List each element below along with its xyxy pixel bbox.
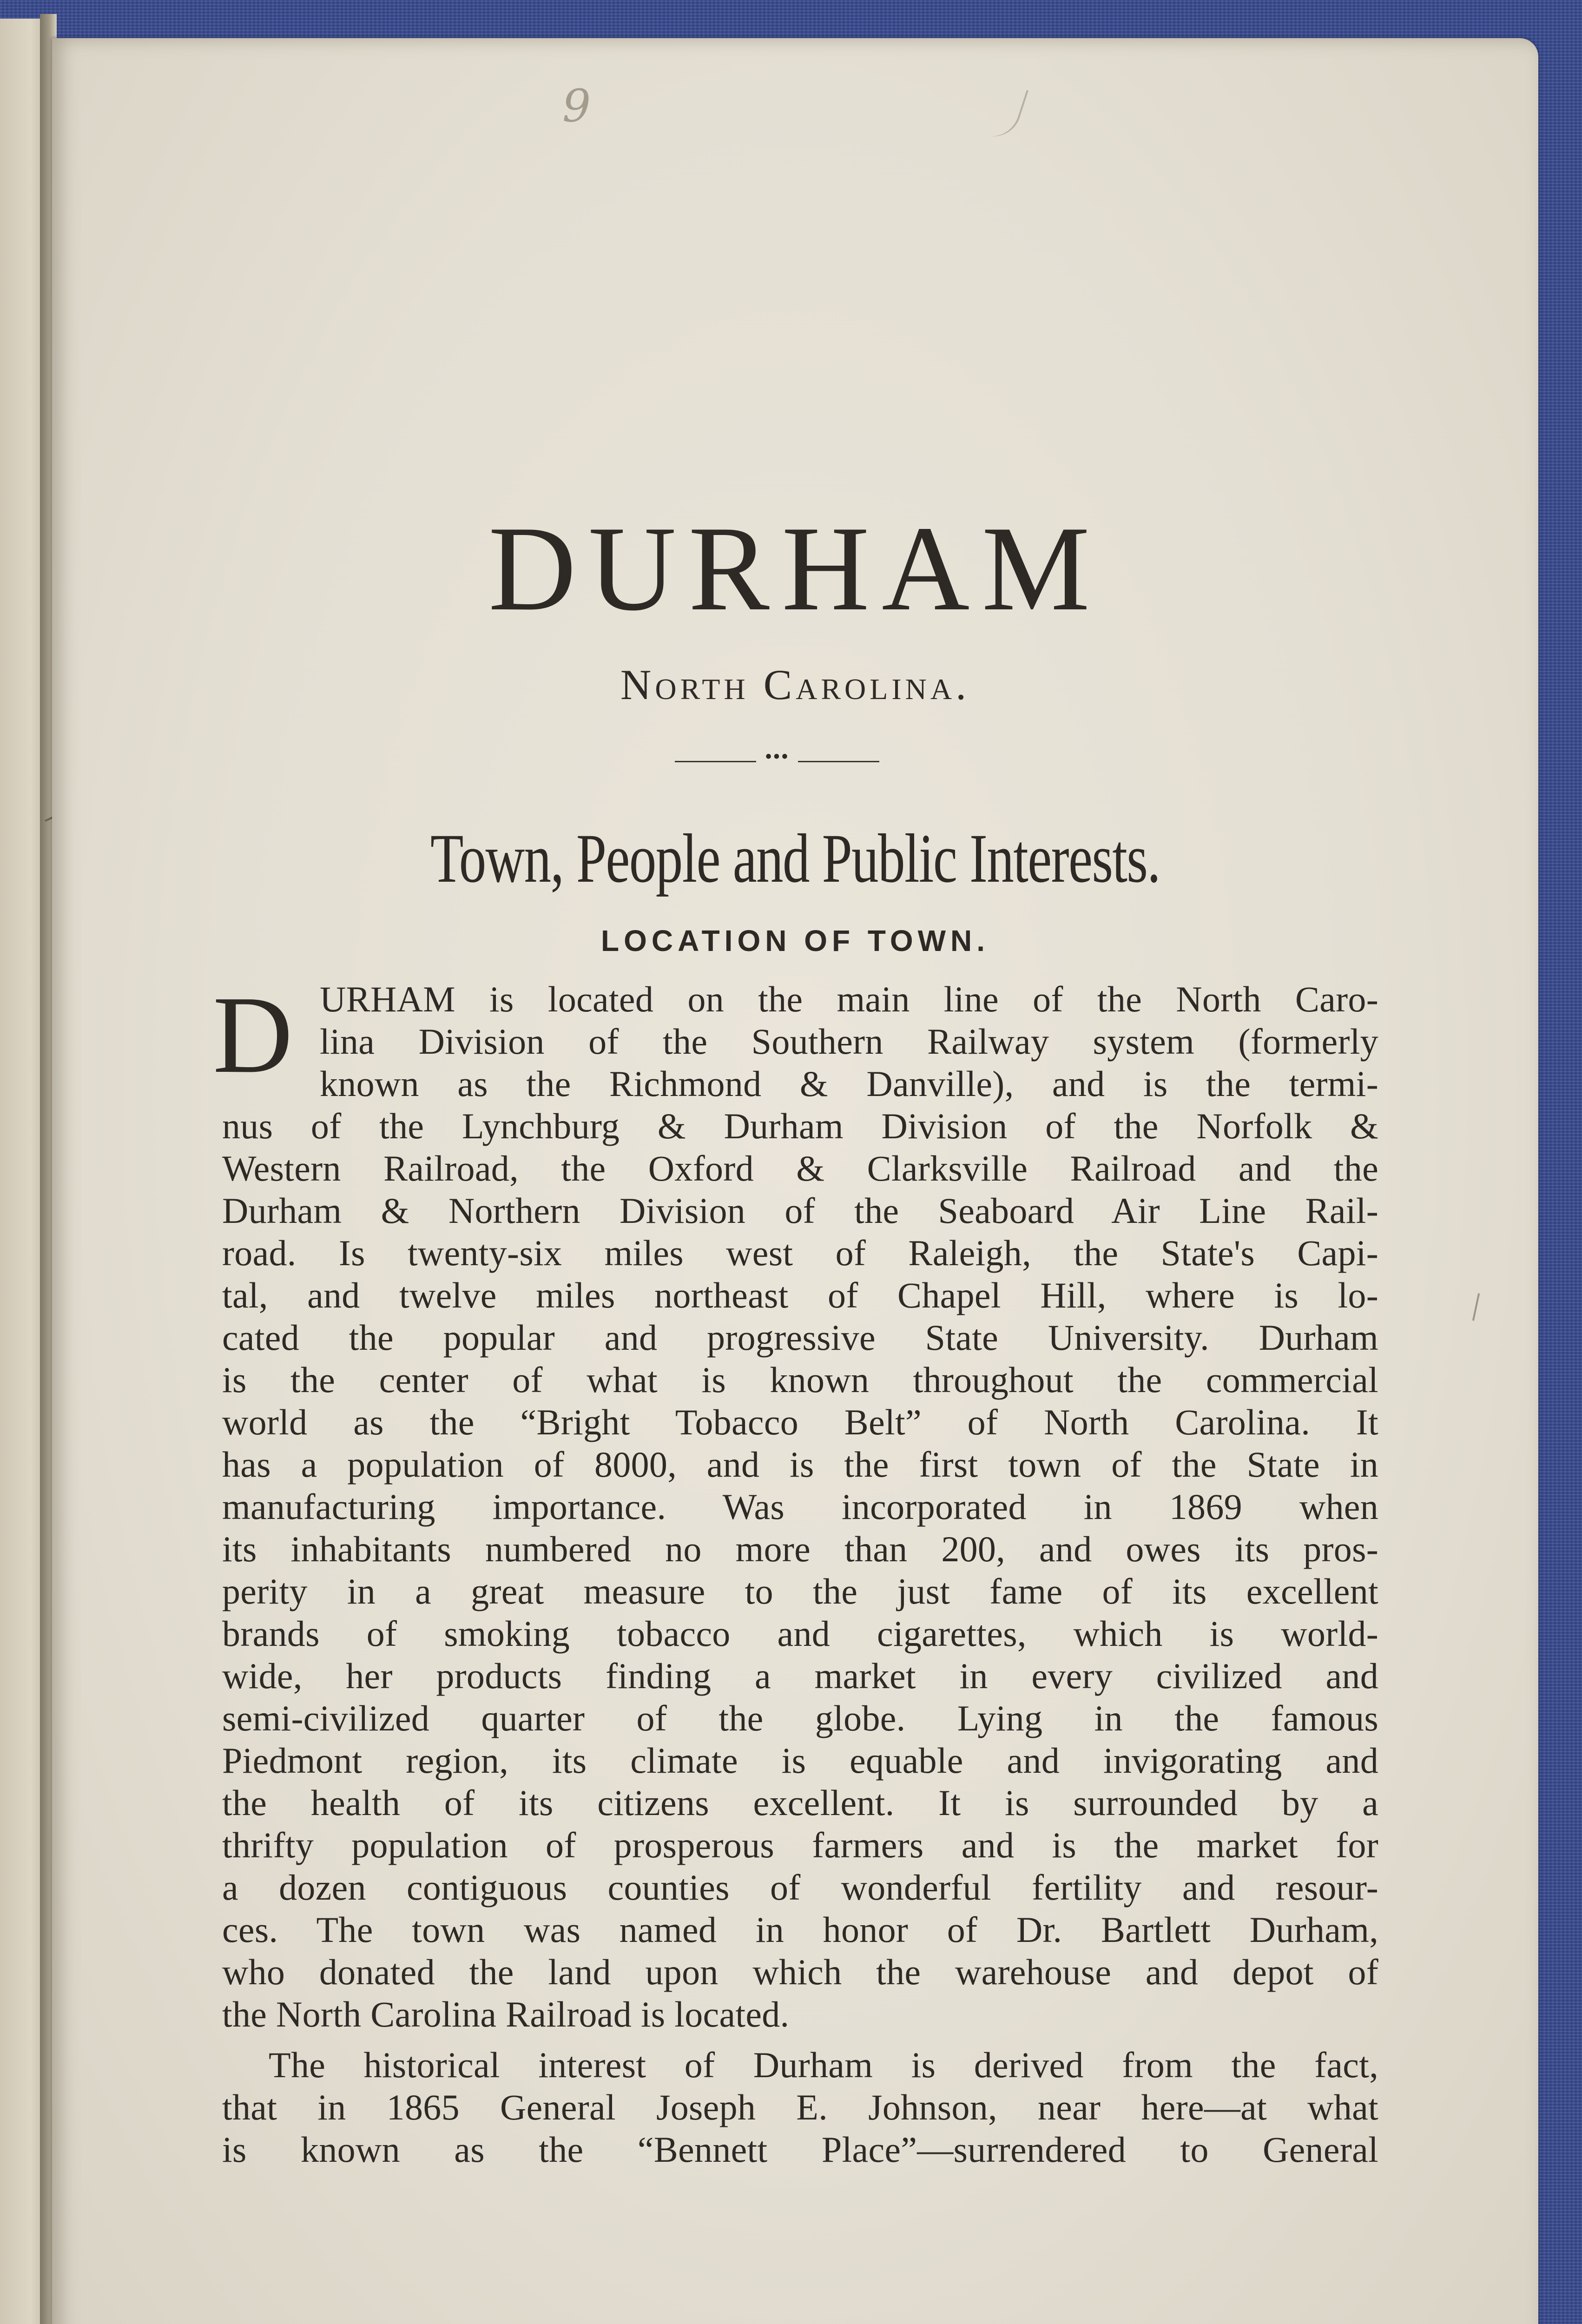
text-line: ces. The town was named in honor of Dr. Bartlett Durham, xyxy=(222,1909,1378,1950)
text-line: has a population of 8000, and is the first town of the State in xyxy=(222,1444,1378,1485)
text-line: manufacturing importance. Was incorporated in 1869 when xyxy=(222,1486,1378,1527)
text-line: brands of smoking tobacco and cigarettes, which is world- xyxy=(222,1613,1378,1654)
section-heading: Town, People and Public Interests. xyxy=(430,820,1160,897)
text-line: Western Railroad, the Oxford & Clarksville Railroad and the xyxy=(222,1148,1378,1188)
drop-cap: D xyxy=(213,974,293,1096)
pencil-page-number: 9 xyxy=(562,80,591,132)
ornament-divider xyxy=(675,745,879,768)
text-line: The historical interest of Durham is derived from the fact, xyxy=(269,2045,1378,2085)
text-line: the health of its citizens excellent. It is surrounded by a xyxy=(222,1783,1378,1823)
text-line: who donated the land upon which the warehouse and depot of xyxy=(222,1952,1378,1992)
text-line: road. Is twenty-six miles west of Raleigh, the State's Capi- xyxy=(222,1233,1378,1273)
pencil-mark xyxy=(1472,1293,1480,1321)
text-line: Durham & Northern Division of the Seaboard Air Line Rail- xyxy=(222,1190,1378,1231)
text-line: known as the Richmond & Danville), and is the termi- xyxy=(320,1063,1378,1104)
text-line: world as the “Bright Tobacco Belt” of North Carolina. It xyxy=(222,1402,1378,1442)
text-line: is the center of what is known throughout the commercial xyxy=(222,1360,1378,1400)
page-subtitle: North Carolina. xyxy=(620,661,970,708)
body-text xyxy=(213,974,1378,2171)
text-line: its inhabitants numbered no more than 200, and owes its pros- xyxy=(222,1529,1378,1569)
section-subheading: LOCATION OF TOWN. xyxy=(601,924,989,957)
text-line: cated the popular and progressive State University. Durham xyxy=(222,1317,1378,1358)
text-line: wide, her products finding a market in every civilized and xyxy=(222,1656,1378,1696)
book-page xyxy=(52,38,1538,2324)
text-line: Piedmont region, its climate is equable and invigorating and xyxy=(222,1740,1378,1781)
text-line: nus of the Lynchburg & Durham Division of the Norfolk & xyxy=(222,1106,1378,1146)
text-line: perity in a great measure to the just fame of its excellent xyxy=(222,1571,1378,1611)
text-line: tal, and twelve miles northeast of Chapel Hill, where is lo- xyxy=(222,1275,1378,1315)
divider-rule-left xyxy=(675,761,756,762)
text-line: semi-civilized quarter of the globe. Lying in the famous xyxy=(222,1698,1378,1738)
text-line: that in 1865 General Joseph E. Johnson, near here—at what xyxy=(222,2087,1378,2127)
divider-dots: ••• xyxy=(765,745,790,768)
text-line: a dozen contiguous counties of wonderful fertility and resour- xyxy=(222,1867,1378,1908)
pencil-mark xyxy=(983,81,1028,144)
divider-rule-right xyxy=(798,761,879,762)
text-line: URHAM is located on the main line of the North Caro- xyxy=(320,979,1378,1019)
text-line: lina Division of the Southern Railway system (formerly xyxy=(320,1021,1378,1062)
page-title: DURHAM xyxy=(488,501,1102,636)
text-line: thrifty population of prosperous farmers and is the market for xyxy=(222,1825,1378,1865)
text-line: is known as the “Bennett Place”—surrendered to General xyxy=(222,2129,1378,2170)
text-line: the North Carolina Railroad is located. xyxy=(222,1994,790,2034)
